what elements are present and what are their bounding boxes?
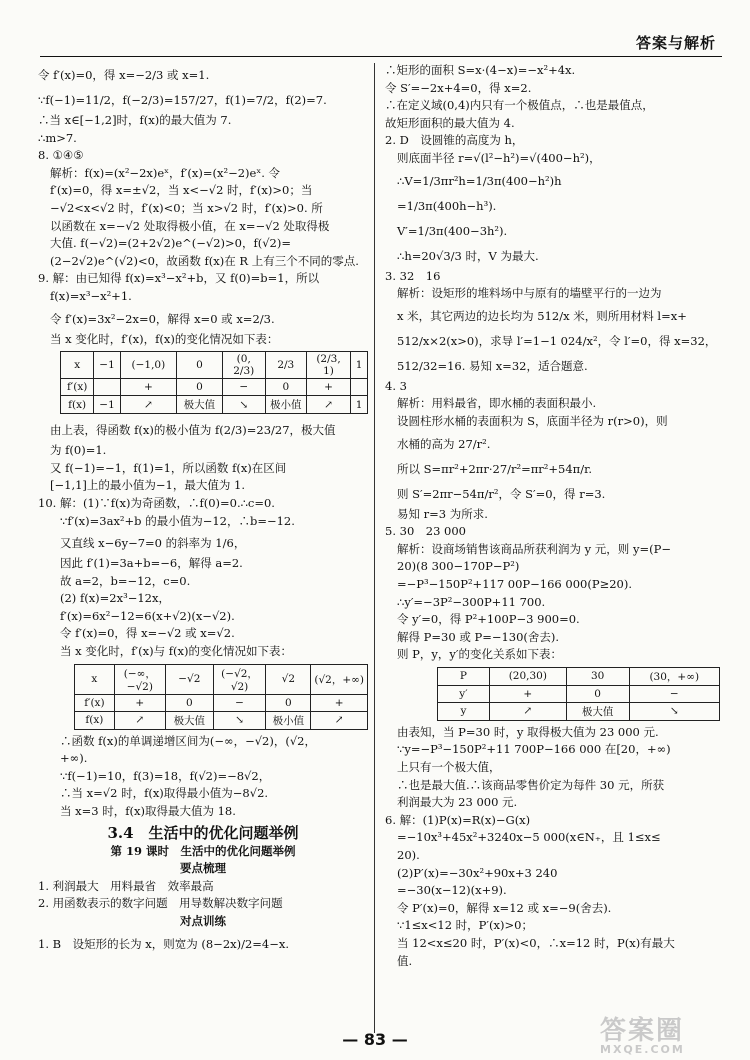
header-title: 答案与解析 bbox=[635, 34, 716, 52]
table-cell: x bbox=[75, 664, 115, 694]
table-cell: f(x) bbox=[75, 711, 115, 729]
text-line: 令 y′=0，得 P²+100P−3 900=0. bbox=[397, 612, 580, 627]
text-line: 以函数在 x=−√2 处取得极小值，在 x=−√2 处取得极 bbox=[50, 218, 330, 233]
text-line: 所以 S=πr²+2πr·27/r²=πr²+54π/r. bbox=[397, 461, 593, 476]
table-row bbox=[75, 694, 368, 711]
text-line: =−10x³+45x²+3240x−5 000(x∈N₊，且 1≤x≤ bbox=[397, 830, 661, 845]
text-line: V′=1/3π(400−3h²). bbox=[397, 223, 508, 238]
table-cell: + bbox=[311, 694, 368, 711]
text-line: −√2<x<√2 时，f′(x)<0；当 x>√2 时，f′(x)>0. 所 bbox=[50, 200, 323, 215]
text-line: 解析：f(x)=(x²−2x)eˣ，f′(x)=(x²−2)eˣ. 令 bbox=[50, 165, 281, 180]
text-line: =−30(x−12)(x+9). bbox=[397, 883, 507, 898]
table-cell bbox=[94, 379, 120, 396]
table-cell: ↗ bbox=[120, 396, 176, 414]
table-cell: f(x) bbox=[61, 396, 94, 414]
text-line: ∴当 x=√2 时，f(x)取得最小值为−8√2. bbox=[60, 786, 269, 801]
table-cell: − bbox=[222, 379, 265, 396]
left-column bbox=[38, 63, 368, 957]
watermark-text: 答案圈 bbox=[600, 1016, 685, 1046]
text-line: 2. D 设圆锥的高度为 h， bbox=[385, 133, 524, 148]
text-line: 令 P′(x)=0，解得 x=12 或 x=−9(舍去). bbox=[397, 900, 612, 915]
text-line: 解析：设矩形的堆料场中与原有的墙壁平行的一边为 bbox=[397, 286, 662, 301]
table-cell: − bbox=[629, 685, 719, 702]
table-cell: −1 bbox=[94, 352, 120, 379]
table-cell: (−∞，−√2) bbox=[114, 664, 165, 694]
text-line: 当 x=3 时，f(x)取得最大值为 18. bbox=[60, 804, 236, 819]
text-line: (2)P′(x)=−30x²+90x+3 240 bbox=[397, 865, 558, 880]
text-line: 因此 f′(1)=3a+b=−6，解得 a=2. bbox=[60, 556, 243, 571]
text-line: 5. 30 23 000 bbox=[385, 524, 466, 539]
text-line: =1/3π(400h−h³). bbox=[397, 198, 497, 213]
text-line: 值. bbox=[397, 953, 413, 968]
text-line: 当 x 变化时，f′(x)，f(x)的变化情况如下表： bbox=[50, 331, 279, 346]
watermark-logo bbox=[600, 1018, 740, 1056]
table-cell: (2/3, 1) bbox=[306, 352, 350, 379]
table-row bbox=[438, 702, 720, 720]
text-line: 设圆柱形水桶的表面积为 S，底面半径为 r(r>0)，则 bbox=[397, 413, 668, 428]
text-line: 令 f′(x)=0，得 x=−√2 或 x=√2. bbox=[60, 626, 235, 641]
table-row bbox=[438, 667, 720, 685]
text-line: 4. 3 bbox=[385, 378, 407, 393]
table-cell: − bbox=[213, 694, 266, 711]
text-line: 令 f′(x)=3x²−2x=0，解得 x=0 或 x=2/3. bbox=[50, 311, 275, 326]
table-cell: (30，+∞) bbox=[629, 667, 719, 685]
text-line: f′(x)=0，得 x=±√2，当 x<−√2 时，f′(x)>0；当 bbox=[50, 183, 313, 198]
text-line: 则底面半径 r=√(l²−h²)=√(400−h²)， bbox=[397, 150, 601, 165]
table-cell: 0 bbox=[177, 352, 223, 379]
table-cell: ↘ bbox=[213, 711, 266, 729]
text-line: 6. 解：(1)P(x)=R(x)−G(x) bbox=[385, 812, 531, 827]
text-line: [−1,1]上的最小值为−1，最大值为 1. bbox=[50, 478, 245, 493]
table-row bbox=[61, 379, 368, 396]
table-cell bbox=[351, 379, 368, 396]
table-cell: ↘ bbox=[629, 702, 719, 720]
table-cell: 0 bbox=[165, 694, 213, 711]
right-column bbox=[385, 63, 720, 971]
text-line: 8. ①④⑤ bbox=[38, 148, 84, 163]
text-line: 3.4 生活中的优化问题举例 bbox=[107, 823, 299, 842]
text-line: +∞). bbox=[60, 751, 88, 766]
table-cell: ↗ bbox=[306, 396, 350, 414]
text-line: ∵f(−1)=11/2，f(−2/3)=157/27，f(1)=7/2，f(2)=7. bbox=[38, 93, 327, 107]
table-cell: −√2 bbox=[165, 664, 213, 694]
text-line: ∴函数 f(x)的单调递增区间为(−∞，−√2)，(√2， bbox=[60, 733, 316, 748]
table-cell: y bbox=[438, 702, 490, 720]
table-cell: 0 bbox=[566, 685, 629, 702]
table-cell: y′ bbox=[438, 685, 490, 702]
table-cell: 0 bbox=[177, 379, 223, 396]
table-cell: f′(x) bbox=[75, 694, 115, 711]
text-line: 上只有一个极大值， bbox=[397, 760, 501, 775]
text-line: ∴也是最大值.∴该商品零售价定为每件 30 元，所获 bbox=[397, 777, 665, 792]
table-cell: 极小值 bbox=[265, 396, 306, 414]
text-line: 要点梳理 bbox=[180, 861, 226, 876]
table-row bbox=[75, 664, 368, 694]
text-line: 1. 利润最大 用料最省 效率最高 bbox=[38, 878, 214, 893]
table-cell: 极大值 bbox=[566, 702, 629, 720]
text-line: 当 x 变化时，f′(x)与 f(x)的变化情况如下表： bbox=[60, 644, 292, 659]
text-line: 水桶的高为 27/r². bbox=[397, 436, 491, 451]
text-line: 解得 P=30 或 P=−130(舍去). bbox=[397, 629, 560, 644]
text-line: 则 S′=2πr−54π/r²，令 S′=0，得 r=3. bbox=[397, 486, 606, 501]
text-line: ∴y′=−3P²−300P+11 700. bbox=[397, 594, 546, 609]
text-line: 由上表，得函数 f(x)的极小值为 f(2/3)=23/27，极大值 bbox=[50, 423, 336, 438]
table-row bbox=[61, 352, 368, 379]
table-cell: ↗ bbox=[489, 702, 566, 720]
text-line: ∵1≤x<12 时，P′(x)>0； bbox=[397, 918, 533, 933]
table-cell: x bbox=[61, 352, 94, 379]
watermark-url: MXQE.COM bbox=[600, 1043, 685, 1056]
text-line: (2−2√2)e^(√2)<0，故函数 f(x)在 R 上有三个不同的零点. bbox=[50, 253, 359, 268]
text-line: 故 a=2，b=−12，c=0. bbox=[60, 573, 191, 588]
table-cell: (−1,0) bbox=[120, 352, 176, 379]
table-cell: f′(x) bbox=[61, 379, 94, 396]
text-line: 解析：设商场销售该商品所获利润为 y 元，则 y=(P− bbox=[397, 541, 671, 556]
page-number: — 83 — bbox=[342, 1030, 408, 1049]
text-line: 令 S′=−2x+4=0，得 x=2. bbox=[385, 80, 532, 95]
table-cell: 极大值 bbox=[177, 396, 223, 414]
page-header bbox=[40, 30, 722, 57]
text-line: 3. 32 16 bbox=[385, 268, 441, 283]
text-line: 又 f(−1)=−1，f(1)=1，所以函数 f(x)在区间 bbox=[50, 460, 287, 475]
table-row bbox=[438, 685, 720, 702]
text-line: 故矩形面积的最大值为 4. bbox=[385, 115, 515, 130]
text-line: 则 P，y，y′的变化关系如下表： bbox=[397, 647, 562, 662]
text-line: =−P³−150P²+117 00P−166 000(P≥20). bbox=[397, 576, 632, 591]
text-line: ∵f(−1)=10，f(3)=18，f(√2)=−8√2， bbox=[60, 768, 271, 783]
text-line: 2. 用函数表示的数字问题 用导数解决数字问题 bbox=[38, 896, 283, 911]
text-line: 20). bbox=[397, 848, 420, 863]
column-divider bbox=[374, 63, 375, 1033]
text-line: 第 19 课时 生活中的优化问题举例 bbox=[110, 843, 296, 858]
text-line: 由表知，当 P=30 时，y 取得极大值为 23 000 元. bbox=[397, 724, 659, 739]
table-cell: 1 bbox=[351, 352, 368, 379]
table-cell: 30 bbox=[566, 667, 629, 685]
text-line: x 米，其它两边的边长均为 512/x 米，则所用材料 l=x+ bbox=[397, 308, 687, 323]
table-cell: (−√2，√2) bbox=[213, 664, 266, 694]
text-line: ∴矩形的面积 S=x·(4−x)=−x²+4x. bbox=[385, 63, 576, 77]
table-cell: 0 bbox=[266, 694, 311, 711]
variation-table bbox=[38, 664, 368, 730]
text-line: ∵y=−P³−150P²+11 700P−166 000 在[20，+∞) bbox=[397, 742, 671, 757]
variation-table bbox=[385, 667, 720, 721]
table-row bbox=[61, 396, 368, 414]
text-line: 对点训练 bbox=[180, 914, 226, 928]
table-cell: ↗ bbox=[114, 711, 165, 729]
text-line: 利润最大为 23 000 元. bbox=[397, 795, 518, 810]
text-line: 令 f′(x)=0，得 x=−2/3 或 x=1. bbox=[38, 68, 210, 82]
table-cell: + bbox=[114, 694, 165, 711]
table-cell: 极大值 bbox=[165, 711, 213, 729]
text-line: ∴在定义域(0,4)内只有一个极值点，∴也是最值点， bbox=[385, 98, 654, 113]
text-line: 易知 r=3 为所求. bbox=[397, 506, 488, 521]
text-line: 解析：用料最省，即水桶的表面积最小. bbox=[397, 396, 597, 411]
text-line: ∴m>7. bbox=[38, 130, 77, 145]
text-line: f′(x)=6x²−12=6(x+√2)(x−√2). bbox=[60, 608, 235, 623]
table-cell: (√2，+∞) bbox=[311, 664, 368, 694]
text-line: 1. B 设矩形的长为 x，则宽为 (8−2x)/2=4−x. bbox=[38, 936, 290, 951]
text-line: ∴h=20√3/3 时，V 为最大. bbox=[397, 248, 539, 263]
text-line: ∵f′(x)=3ax²+b 的最小值为−12，∴b=−12. bbox=[60, 513, 295, 528]
text-line: ∴当 x∈[−1,2]时，f(x)的最大值为 7. bbox=[38, 113, 232, 127]
table-cell: √2 bbox=[266, 664, 311, 694]
table-cell: 2/3 bbox=[265, 352, 306, 379]
table-cell: 0 bbox=[265, 379, 306, 396]
table-cell: −1 bbox=[94, 396, 120, 414]
text-line: 9. 解：由已知得 f(x)=x³−x²+b，又 f(0)=b=1，所以 bbox=[38, 271, 320, 286]
table-cell: + bbox=[120, 379, 176, 396]
table-cell: 极小值 bbox=[266, 711, 311, 729]
text-line: 又直线 x−6y−7=0 的斜率为 1/6， bbox=[60, 536, 246, 551]
table-cell: P bbox=[438, 667, 490, 685]
text-line: 大值. f(−√2)=(2+2√2)e^(−√2)>0，f(√2)= bbox=[50, 236, 291, 251]
table-cell: ↘ bbox=[222, 396, 265, 414]
table-cell: + bbox=[306, 379, 350, 396]
text-line: (2) f(x)=2x³−12x， bbox=[60, 591, 170, 606]
text-line: 当 12<x≤20 时，P′(x)<0，∴x=12 时，P(x)有最大 bbox=[397, 936, 675, 950]
text-line: 10. 解：(1)∵f(x)为奇函数，∴f(0)=0.∴c=0. bbox=[38, 495, 275, 510]
text-line: 20)(8 300−170P−P²) bbox=[397, 559, 520, 574]
text-line: 为 f(0)=1. bbox=[50, 443, 107, 458]
table-cell: (20,30) bbox=[489, 667, 566, 685]
table-cell: ↗ bbox=[311, 711, 368, 729]
text-line: 512/x×2(x>0)，求导 l′=1−1 024/x²，令 l′=0，得 x=32， bbox=[397, 333, 717, 348]
table-cell: (0, 2/3) bbox=[222, 352, 265, 379]
text-line: 512/32=16. 易知 x=32，适合题意. bbox=[397, 358, 588, 373]
variation-table bbox=[38, 351, 368, 414]
table-row bbox=[75, 711, 368, 729]
table-cell: + bbox=[489, 685, 566, 702]
table-cell: 1 bbox=[351, 396, 368, 414]
text-line: f(x)=x³−x²+1. bbox=[50, 288, 132, 303]
text-line: ∴V=1/3πr²h=1/3π(400−h²)h bbox=[397, 173, 562, 188]
